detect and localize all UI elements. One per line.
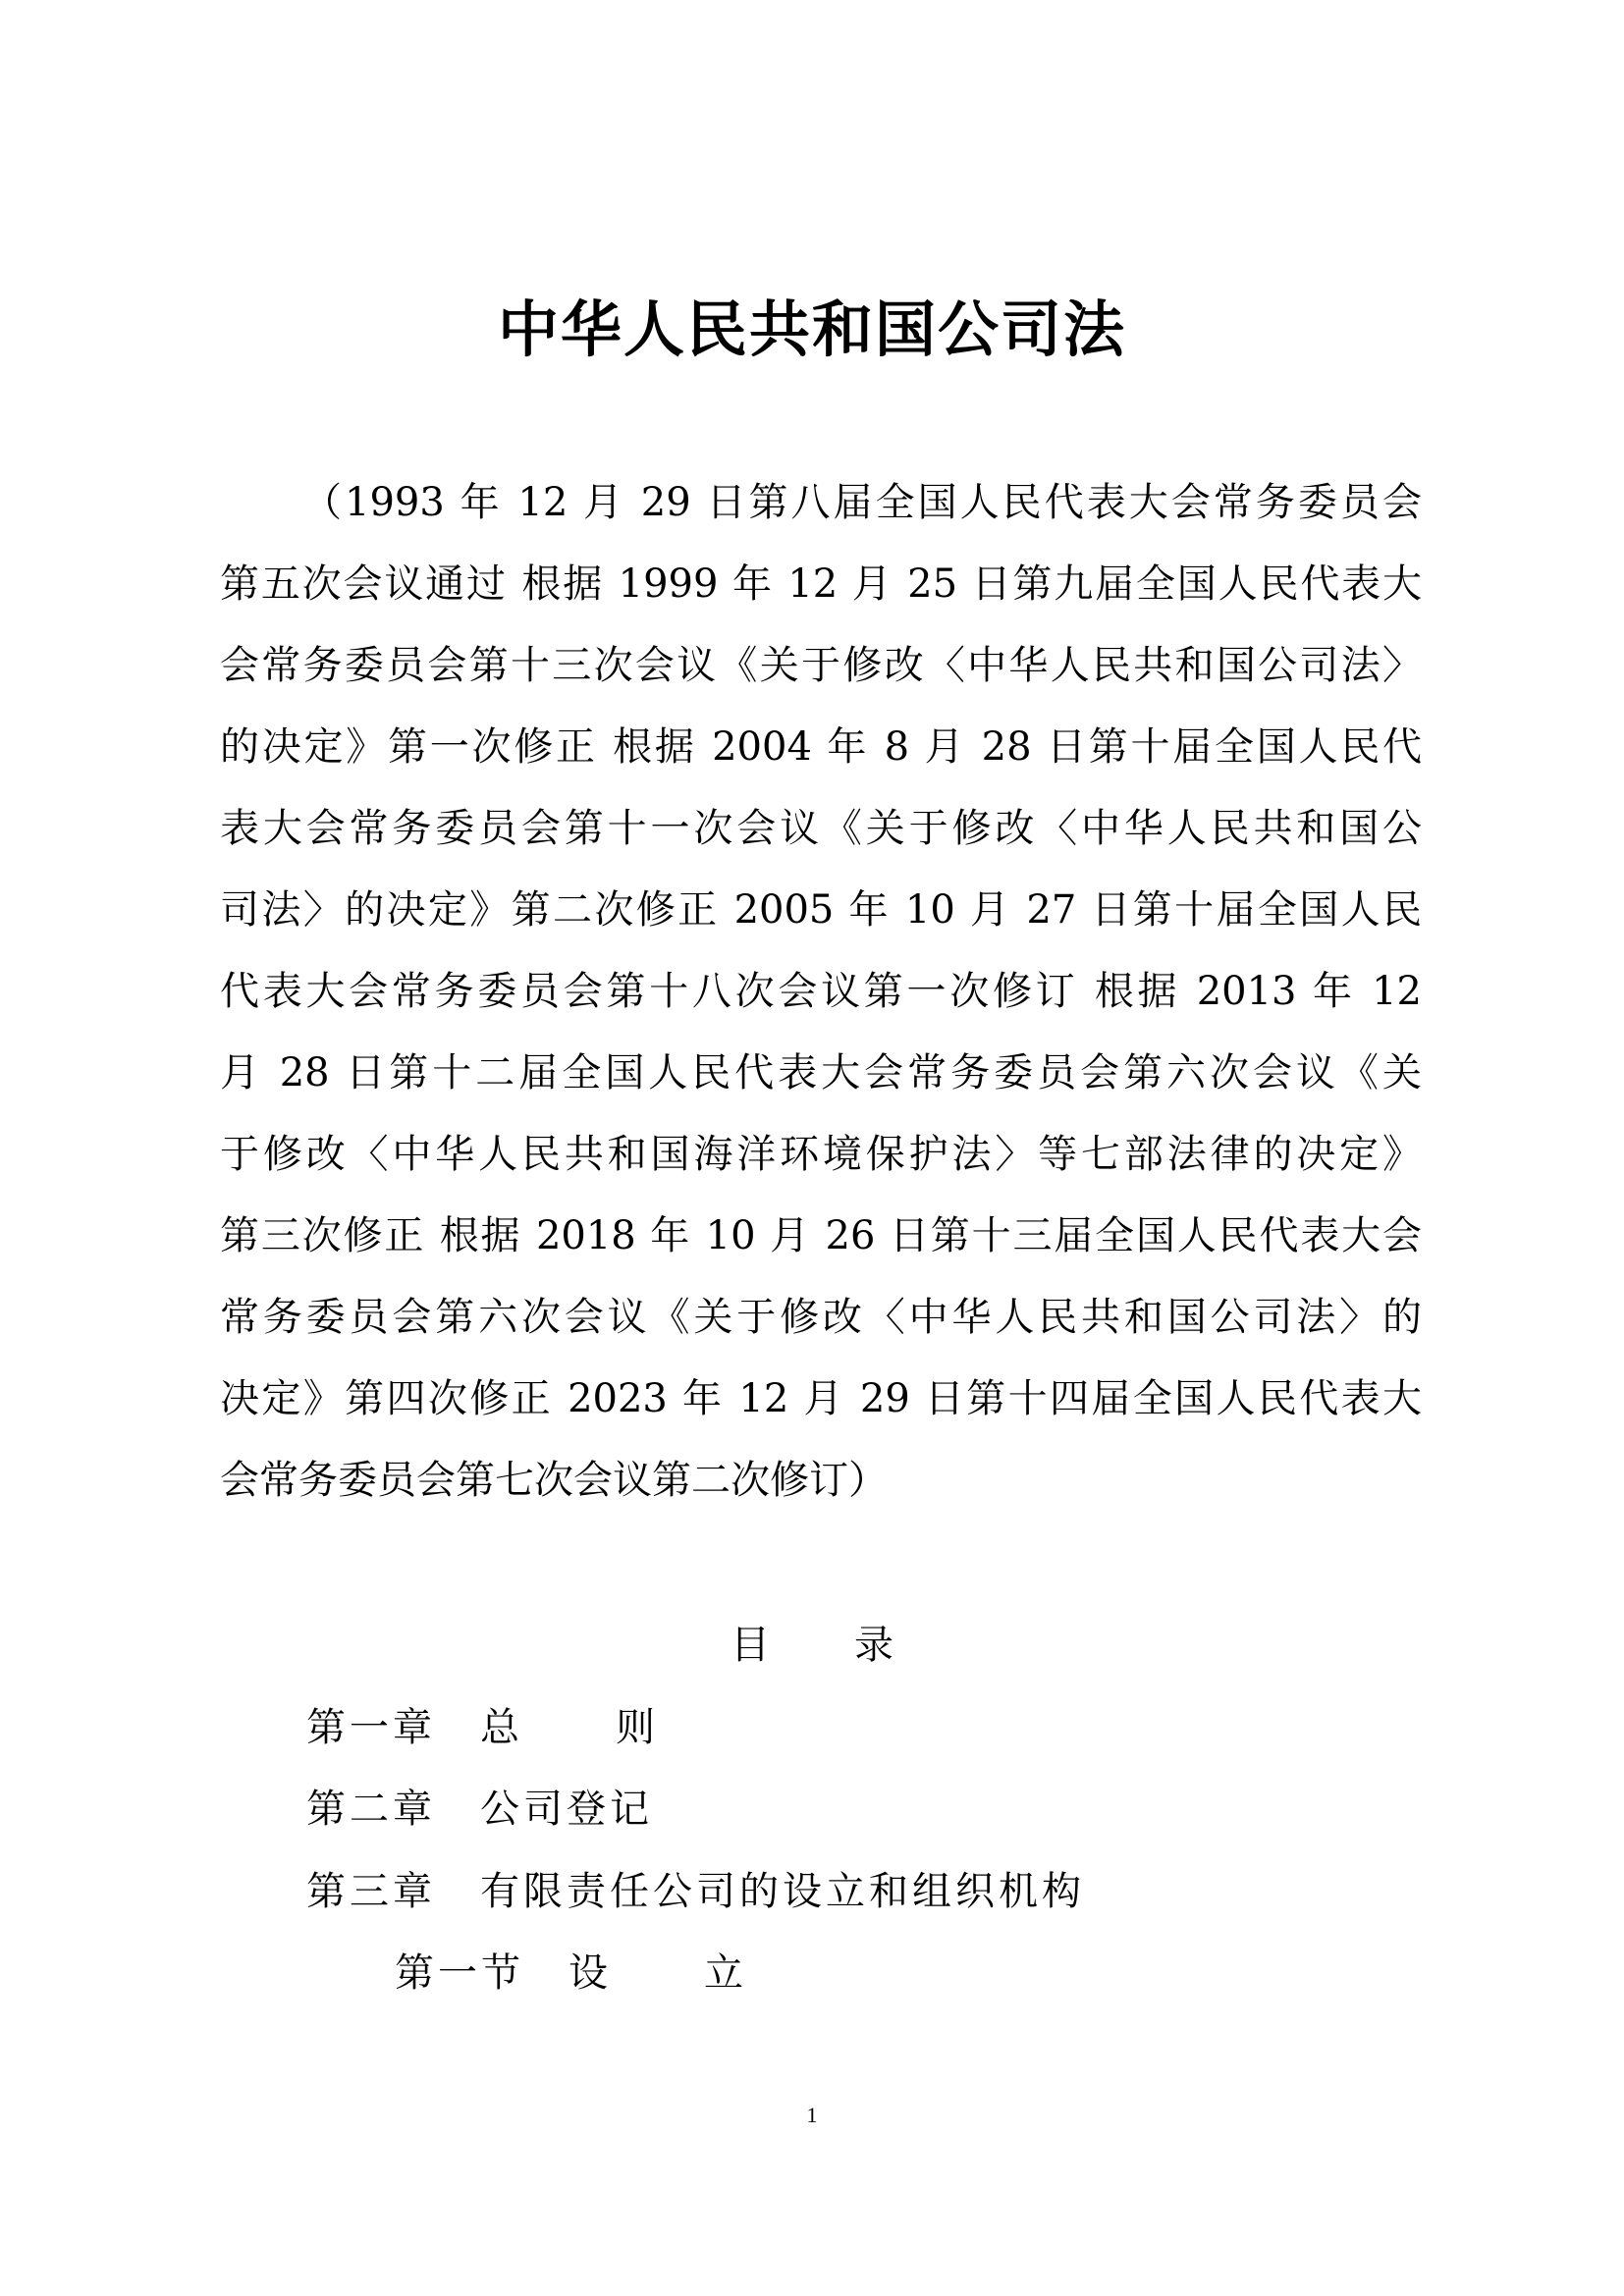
toc-heading-char: 录 xyxy=(854,1623,893,1668)
toc-entry-number: 第二章 xyxy=(306,1787,436,1832)
toc-entry-title: 有限责任公司的设立和组织机构 xyxy=(480,1869,1085,1914)
preamble-line: （1993 年 12 月 29 日第八届全国人民代表大会常务委员会 xyxy=(302,480,1422,525)
preamble-line: 代表大会常务委员会第十八次会议第一次修订 根据 2013 年 12 xyxy=(220,969,1422,1014)
toc-entry-title: 总 则 xyxy=(480,1705,661,1750)
toc-entry-chapter-1[interactable] xyxy=(306,1698,1386,1757)
page-number: 1 xyxy=(806,2103,818,2127)
preamble-line: 常务委员会第六次会议《关于修改〈中华人民共和国公司法〉的 xyxy=(220,1295,1422,1340)
preamble-line: 会常务委员会第十三次会议《关于修改〈中华人民共和国公司法〉 xyxy=(220,643,1422,688)
toc-entry-section-1[interactable] xyxy=(395,1944,1377,2002)
toc-heading xyxy=(0,1616,1624,1675)
preamble-line: 第五次会议通过 根据 1999 年 12 月 25 日第九届全国人民代表大 xyxy=(220,561,1422,607)
preamble-line: 决定》第四次修正 2023 年 12 月 29 日第十四届全国人民代表大 xyxy=(220,1376,1422,1421)
preamble-line: 会常务委员会第七次会议第二次修订） xyxy=(220,1458,888,1503)
preamble-line: 月 28 日第十二届全国人民代表大会常务委员会第六次会议《关 xyxy=(220,1050,1422,1095)
toc-entry-number: 第一节 xyxy=(395,1950,524,1996)
preamble-line: 的决定》第一次修正 根据 2004 年 8 月 28 日第十届全国人民代 xyxy=(220,724,1422,770)
document-title: 中华人民共和国公司法 xyxy=(497,294,1126,365)
preamble-line: 表大会常务委员会第十一次会议《关于修改〈中华人民共和国公 xyxy=(220,806,1422,851)
toc-heading-char: 目 xyxy=(731,1623,770,1668)
toc-entry-number: 第三章 xyxy=(306,1869,436,1914)
toc-entry-chapter-3[interactable] xyxy=(306,1862,1386,1921)
toc-entry-title: 公司登记 xyxy=(480,1787,653,1832)
preamble-line: 司法〉的决定》第二次修正 2005 年 10 月 27 日第十届全国人民 xyxy=(220,887,1422,933)
toc-entry-chapter-2[interactable] xyxy=(306,1780,1386,1839)
toc-entry-number: 第一章 xyxy=(306,1705,436,1750)
preamble-line: 第三次修正 根据 2018 年 10 月 26 日第十三届全国人民代表大会 xyxy=(220,1213,1422,1258)
preamble-line: 于修改〈中华人民共和国海洋环境保护法〉等七部法律的决定》 xyxy=(220,1132,1422,1177)
toc-entry-title: 设 立 xyxy=(568,1950,749,1996)
